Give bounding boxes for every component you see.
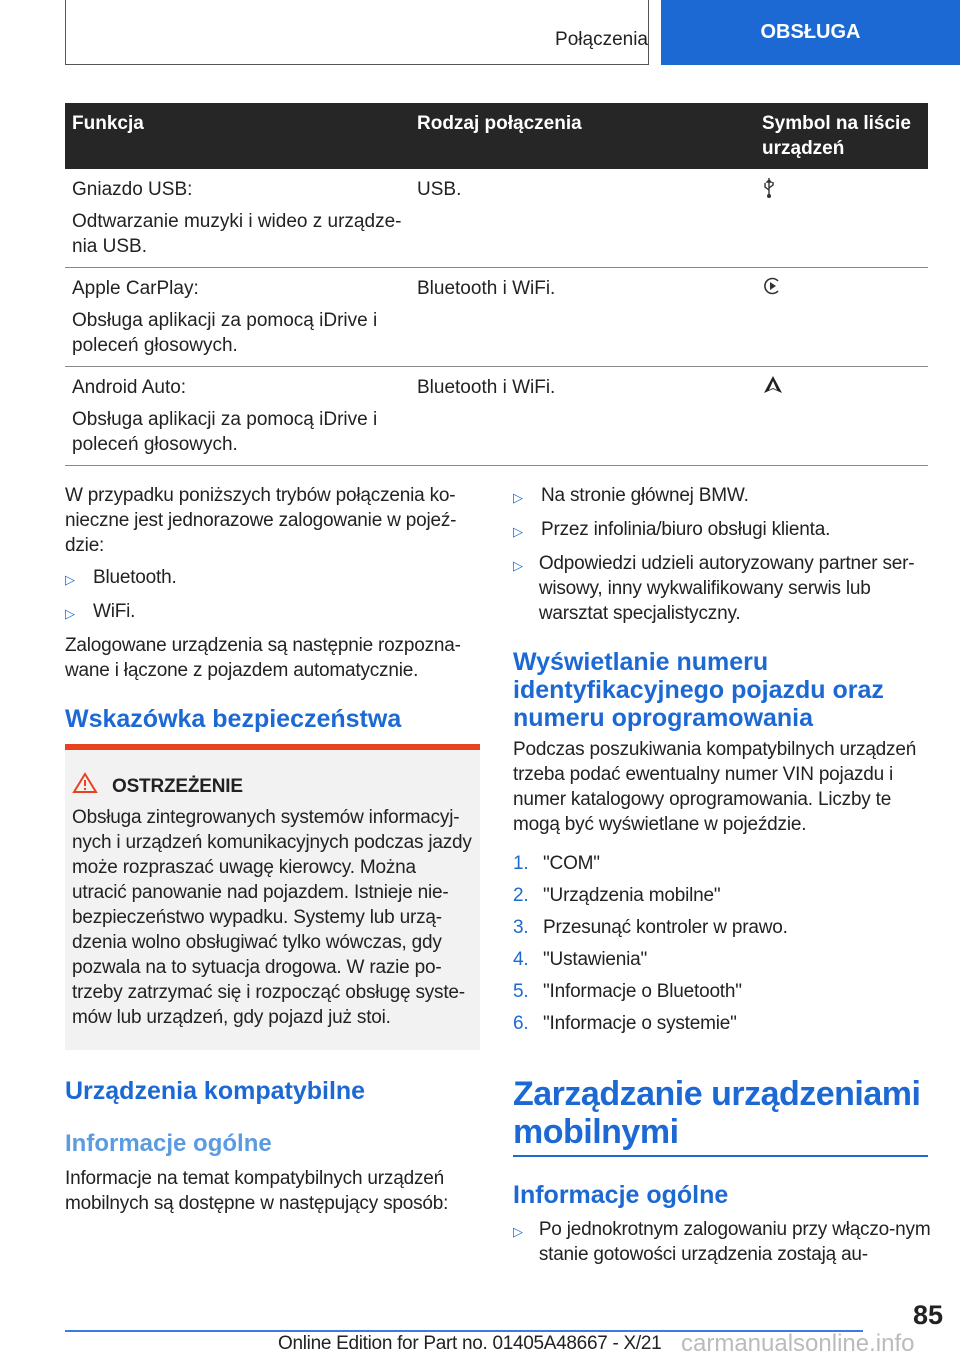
bullet-triangle-icon: ▷ <box>65 606 75 621</box>
table-row <box>65 169 928 268</box>
col-header: Funkcja <box>65 103 410 169</box>
table-header <box>65 103 928 169</box>
bullet-triangle-icon: ▷ <box>513 1224 523 1239</box>
list-item: ▷ Na stronie głównej BMW. <box>513 483 933 510</box>
step-item: 6. "Informacje o systemie" <box>513 1013 737 1034</box>
func-title: Gniazdo USB: <box>72 179 193 200</box>
chapter-tab[interactable]: OBSŁUGA <box>661 0 960 65</box>
bullet-triangle-icon: ▷ <box>513 558 523 573</box>
vin-heading: Wyświetlanie numeru identyfikacyjnego pojazdu oraz numeru oprogramowania <box>513 648 884 732</box>
android-auto-icon <box>762 379 784 400</box>
connection-table <box>65 103 928 466</box>
list-item: ▷ WiFi. <box>65 599 475 626</box>
bullet-triangle-icon: ▷ <box>65 572 75 587</box>
conn-type: USB. <box>410 169 755 268</box>
col-header: Rodzaj połączenia <box>410 103 755 169</box>
warning-title: OSTRZEŻENIE <box>112 776 243 797</box>
func-desc: Obsługa aplikacji za pomocą iDrive i poleceń głosowych. <box>72 409 378 455</box>
step-item: 1. "COM" <box>513 853 600 874</box>
carplay-icon <box>762 280 782 301</box>
after-text: Zalogowane urządzenia są następnie rozpozna-wane i łączone z pojazdem automatycznie. <box>65 635 461 681</box>
func-desc: Odtwarzanie muzyki i wideo z urządze-nia USB. <box>72 211 402 257</box>
warning-box <box>65 744 480 1050</box>
compat-heading: Urządzenia kompatybilne <box>65 1077 366 1105</box>
edition-text: Online Edition for Part no. 01405A48667 - X/21 <box>278 1333 662 1354</box>
col-header: Symbol na liście urządzeń <box>755 103 928 169</box>
page-number: 85 <box>913 1300 944 1330</box>
general-heading-left: Informacje ogólne <box>65 1130 272 1157</box>
func-desc: Obsługa aplikacji za pomocą iDrive i poleceń głosowych. <box>72 310 378 356</box>
usb-icon <box>762 183 776 204</box>
conn-type: Bluetooth i WiFi. <box>410 367 755 466</box>
safety-heading: Wskazówka bezpieczeństwa <box>65 705 402 733</box>
general-text: Informacje na temat kompatybilnych urządzeń mobilnych są dostępne w następujący sposób: <box>65 1168 449 1214</box>
step-item: 2. "Urządzenia mobilne" <box>513 885 721 906</box>
watermark: carmanualsonline.info <box>681 1330 915 1357</box>
step-item: 4. "Ustawienia" <box>513 949 648 970</box>
warning-triangle-icon <box>72 772 98 801</box>
list-item: ▷ Odpowiedzi udzieli autoryzowany partner ser-wisowy, inny wykwalifikowany serwis lub warsztat specjalistyczny. <box>513 553 915 624</box>
intro-text: W przypadku poniższych trybów połączenia ko-nieczne jest jednorazowe zalogowanie w pojeź-dzie: <box>65 485 457 556</box>
list-item: ▷ Po jednokrotnym zalogowaniu przy włączo-nym stanie gotowości urządzenia zostają au- <box>513 1219 931 1265</box>
list-item: ▷ Bluetooth. <box>65 565 475 592</box>
step-item: 3. Przesunąć kontroler w prawo. <box>513 917 788 938</box>
warning-text: Obsługa zintegrowanych systemów informacyj-nych i urządzeń komunikacyjnych podczas jazdy może rozpraszać uwagę kierowcy. Można utracić panowanie nad pojazdem. Istnieje nie-bezpieczeństwo wypadku. Systemy lub urzą-dzenia wolno obsługiwać tylko wówczas, gdy pozwala na to sytuacja drogowa. W razie po-trzeby zatrzymać się i rozpocząć obsługę syste-mów lub urządzeń, gdy pojazd już stoi. <box>72 807 472 1028</box>
general-heading-right: Informacje ogólne <box>513 1181 729 1209</box>
conn-type: Bluetooth i WiFi. <box>410 268 755 367</box>
bullet-triangle-icon: ▷ <box>513 524 523 539</box>
section-title: Połączenia <box>555 29 648 50</box>
vin-text: Podczas poszukiwania kompatybilnych urządzeń trzeba podać ewentualny numer VIN pojazdu i numer katalogowy oprogramowania. Liczby te mogą być wyświetlane w pojeździe. <box>513 739 917 835</box>
step-item: 5. "Informacje o Bluetooth" <box>513 981 742 1002</box>
bullet-triangle-icon: ▷ <box>513 490 523 505</box>
table-row <box>65 367 928 466</box>
func-title: Apple CarPlay: <box>72 278 199 299</box>
list-item: ▷ Przez infolinia/biuro obsługi klienta. <box>513 517 933 544</box>
manage-heading: Zarządzanie urządzeniami mobilnymi <box>513 1075 928 1157</box>
table-row <box>65 268 928 367</box>
func-title: Android Auto: <box>72 377 187 398</box>
